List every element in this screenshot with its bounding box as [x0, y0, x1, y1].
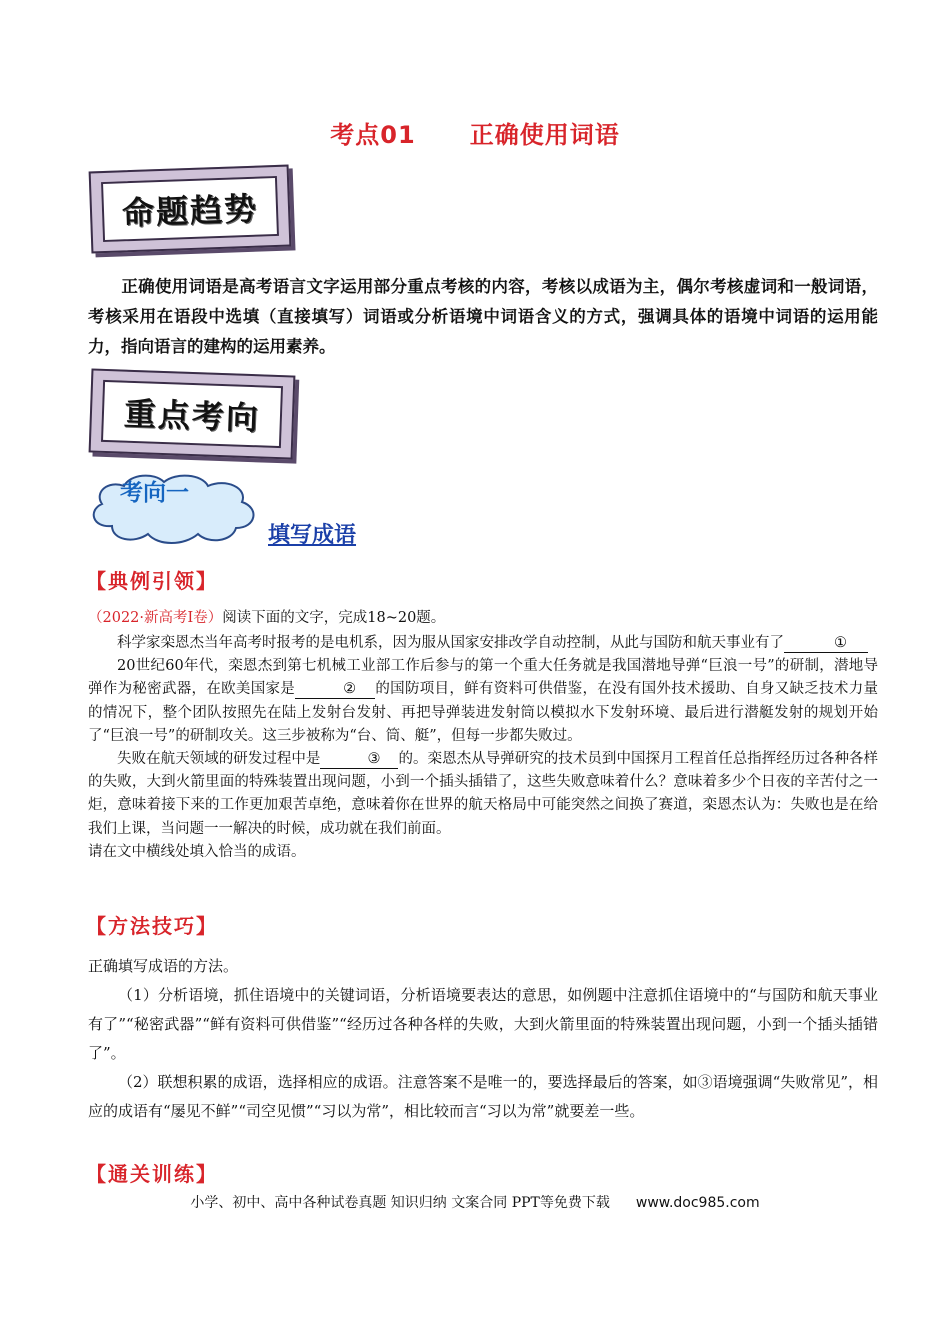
footer-text: 小学、初中、高中各种试卷真题 知识归纳 文案合同 PPT等免费下载	[190, 1195, 610, 1211]
section-example: 【典例引领】	[86, 569, 218, 593]
page-title	[0, 115, 950, 150]
direction-topic[interactable]: 填写成语	[268, 523, 357, 548]
direction-label: 考向一	[120, 480, 189, 506]
passage-paragraph-3: 失败在航天领域的研发过程中是 ③ 的。栾恩杰从导弹研究的技术员到中国探月工程首任总指挥经历过各种各样的失败，大到火箭里面的特殊装置出现问题，小到一个插头插错了，这些失败意味着什么？意味着多少个日夜的辛苦付之一炬，意味着接下来的工作更加艰苦卓绝，意味着你在世界的航天格局中可能突然之间换了赛道，栾恩杰认为：失败也是在给我们上课，当问题一一解决的时候，成功就在我们前面。	[88, 751, 879, 837]
banner-trend-text: 命题趋势	[121, 189, 259, 233]
banner-trend	[89, 165, 292, 254]
method-lead: 正确填写成语的方法。	[88, 957, 239, 975]
example-source-line	[88, 606, 445, 627]
blank-2: ②	[295, 680, 375, 699]
passage-question: 请在文中横线处填入恰当的成语。	[88, 843, 306, 860]
banner-focus	[89, 368, 296, 459]
blank-1: ①	[784, 634, 868, 653]
passage-paragraph-1: 科学家栾恩杰当年高考时报考的是电机系，因为服从国家安排改学自动控制，从此与国防和航天事业有了 ①	[88, 632, 878, 655]
example-source: （2022·新高考Ⅰ卷）	[88, 610, 223, 626]
footer-site-link[interactable]: www.doc985.com	[635, 1195, 760, 1211]
page-footer	[0, 1192, 950, 1212]
blank-3: ③	[320, 750, 398, 769]
banner-focus-text: 重点考向	[123, 394, 261, 438]
intro-paragraph	[88, 272, 878, 362]
title-part1: 考点01	[330, 121, 416, 149]
section-method: 【方法技巧】	[86, 914, 218, 938]
section-training: 【通关训练】	[86, 1162, 218, 1186]
method-point-2: （2）联想积累的成语，选择相应的成语。注意答案不是唯一的，要选择最后的答案，如③语境强调“失败常见”，相应的成语有“屡见不鲜”“司空见惯”“习以为常”，相比较而言“习以为常”就要差一些。	[88, 1073, 878, 1120]
method-block	[88, 952, 878, 1126]
title-part2: 正确使用词语	[469, 121, 620, 149]
intro-text: 正确使用词语是高考语言文字运用部分重点考核的内容，考核以成语为主，偶尔考核虚词和一般词语，考核采用在语段中选填（直接填写）词语或分析语境中词语含义的方式，强调具体的语境中词语的运用能力，指向语言的建构的运用素养。	[88, 277, 878, 356]
example-passage	[88, 632, 878, 864]
passage-paragraph-2: 20世纪60年代，栾恩杰到第七机械工业部工作后参与的第一个重大任务就是我国潜地导弹“巨浪一号”的研制，潜地导弹作为秘密武器，在欧美国家是 ② 的国防项目，鲜有资料可供借鉴，在没有国外技术援助、自身又缺乏技术力量的情况下，整个团队按照先在陆上发射台发射、再把导弹装进发射筒以模拟水下发射环境、最后进行潜艇发射的规划开始了“巨浪一号”的研制攻关。这三步被称为“台、筒、艇”，但每一步都失败过。	[88, 658, 879, 744]
method-point-1: （1）分析语境，抓住语境中的关键词语，分析语境要表达的意思，如例题中注意抓住语境中的“与国防和航天事业有了”“秘密武器”“鲜有资料可供借鉴”“经历过各种各样的失败，大到火箭里面的特殊装置出现问题，小到一个插头插错了”。	[88, 986, 878, 1062]
example-instruction: 阅读下面的文字，完成18~20题。	[222, 610, 446, 626]
